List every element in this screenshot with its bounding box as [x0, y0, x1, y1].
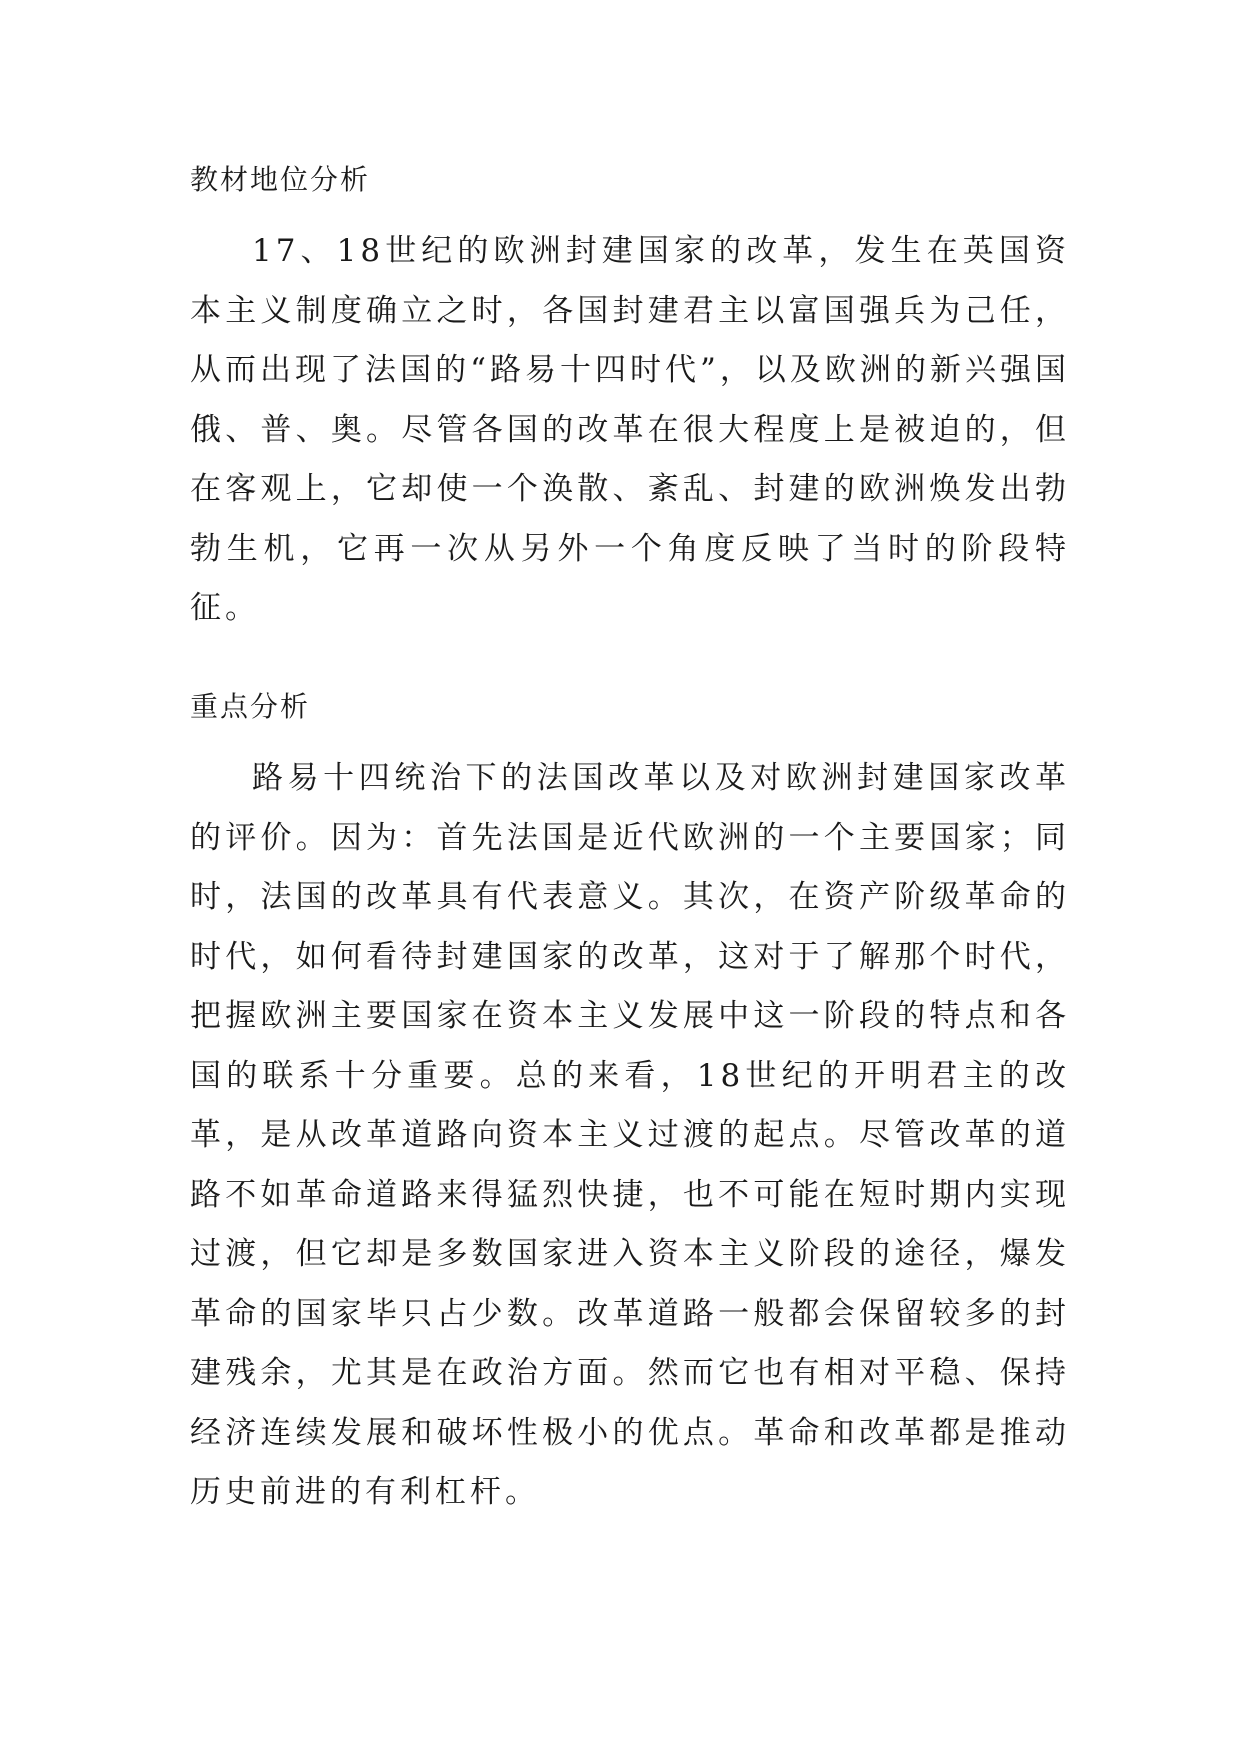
section-heading: 教材地位分析 — [190, 163, 371, 196]
section-body: 路易十四统治下的法国改革以及对欧洲封建国家改革的评价。因为：首先法国是近代欧洲的一个主要国家；同时，法国的改革具有代表意义。其次，在资产阶级革命的时代，如何看待封建国家的改革，这对于了解那个时代，把握欧洲主要国家在资本主义发展中这一阶段的特点和各国的联系十分重要。总的来看，18世纪的开明君主的改革，是从改革道路向资本主义过渡的起点。尽管改革的道路不如革命道路来得猛烈快捷，也不可能在短时期内实现过渡，但它却是多数国家进入资本主义阶段的途径，爆发革命的国家毕只占少数。改革道路一般都会保留较多的封建残余，尤其是在政治方面。然而它也有相对平稳、保持经济连续发展和破坏性极小的优点。革命和改革都是推动历史前进的有利杠杆。 — [190, 760, 1070, 1510]
section-key-analysis — [190, 685, 1070, 1523]
section-body: 17、18世纪的欧洲封建国家的改革，发生在英国资本主义制度确立之时，各国封建君主以富国强兵为己任，从而出现了法国的“路易十四时代”，以及欧洲的新兴强国俄、普、奥。尽管各国的改革在很大程度上是被迫的，但在客观上，它却使一个涣散、紊乱、封建的欧洲焕发出勃勃生机，它再一次从另外一个角度反映了当时的阶段特征。 — [190, 233, 1070, 626]
section-textbook-position — [190, 158, 1070, 639]
section-heading: 重点分析 — [190, 690, 311, 723]
